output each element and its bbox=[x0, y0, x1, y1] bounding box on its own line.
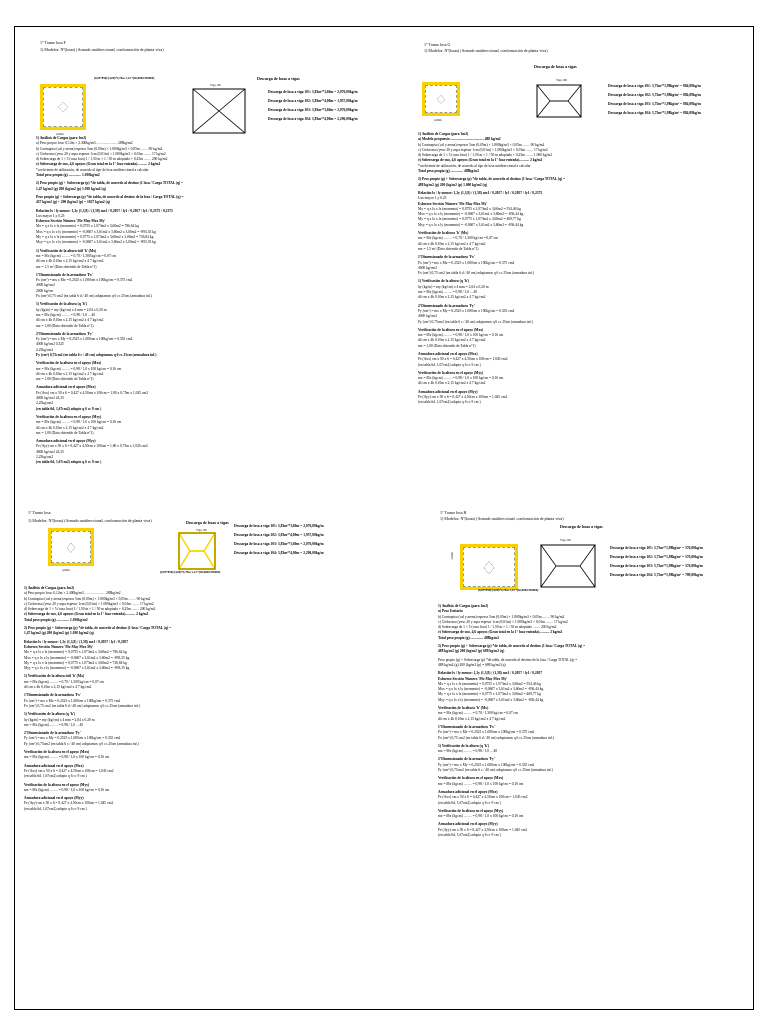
tributary-area-diagram bbox=[192, 88, 246, 134]
calc-line: Armadura adicional en el apoyo (Mxx) bbox=[438, 789, 498, 794]
descarga-title: Descarga de losas a vigas bbox=[560, 524, 603, 529]
calc-line: Armadura adicional en el apoyo (Myy) bbox=[418, 389, 478, 394]
calc-line: 2°Dimensionado de la armadura 'Fy' bbox=[36, 331, 93, 336]
calc-line: 1) Análisis de Cargas (para 1m2) bbox=[438, 604, 489, 608]
calc-line: d) Sobrecarga de 1 × 5 (casa losa) 1 / 1,50 m × 1 / 50 m adoptado ........ 200 kg/m2 bbox=[438, 625, 557, 630]
calc-line: Fy (cm²) = mx x My = 0,2525 x 1,000cm x 100kg/cm = 0,335 cm2 bbox=[438, 762, 535, 767]
calc-line: mx = Mx (kgcm) ......... = 0,98 / 1,0 x 100 kg/cm = 0,16 cm bbox=[24, 755, 110, 760]
calc-line: Fy (cm²) = mx x My = 0,2525 x 1,000cm x 100kg/cm = 0,335 cm2 bbox=[418, 308, 515, 313]
slab-side: 3,60m bbox=[450, 552, 454, 560]
slab-formula: (0,05*850)/(4,00)*2,70m 1,14 *(40,0000/350000) bbox=[94, 76, 155, 80]
calc-line: 2°Dimensionado de la armadura 'Fy' bbox=[24, 731, 81, 736]
calc-line: a) Peso propio losa: 0,12m × 2.400kg/m3 ....................... 288kg/m2 bbox=[36, 141, 133, 146]
calc-line: Myy = q x lx x ly (momento) = -0,0607 x 3,61m2 x 3,60m2 = -836,44 kg bbox=[438, 697, 544, 702]
calc-line: Esfuerzo Sección Número 'Mx May Mxx My' bbox=[418, 201, 488, 206]
calc-line: Fe (Ayy) cm x 50 x 6 = 0,427 x 4,50cm x 100cm = 1,045 cm2 bbox=[24, 801, 114, 806]
descargas-list bbox=[234, 522, 324, 558]
calc-line: Verificación de la altura en el apoyo (Mxx) bbox=[418, 327, 484, 332]
calc-line: mx = Mx (kgcm) ......... = 0,98 / 1,0 x 100 kg/cm = 0,16 cm bbox=[438, 781, 524, 786]
viga-label: Viga 106 bbox=[556, 78, 567, 82]
svg-text:+: + bbox=[60, 105, 62, 109]
sheet-subtitle: 1) Modelos: Nº(losas) (Armado unidireccional, conformación de planta viva) bbox=[28, 518, 152, 523]
descarga-item: Descarga de losa a viga 101: 3,83m²*3,60m = 2,076,00kg/m bbox=[268, 90, 358, 94]
calc-line: e) Sobrecarga de uso, 4,6 apoyos (Gran total en la 1° losa-entrada)........... 2 kg/m2 bbox=[418, 158, 543, 163]
calc-body bbox=[24, 586, 380, 812]
calc-line: 1) Verificación de la altura (q 'h') bbox=[418, 279, 469, 284]
calc-line: Verificación de la altura en el apoyo (Mxx) bbox=[24, 750, 90, 755]
sheet-title: 1° Tramo losa G bbox=[424, 42, 451, 47]
calc-line: (en tabla 6d, 1,67cm2) adopto q 6 cc 9 cm ) bbox=[418, 362, 481, 367]
calc-line: a) Peso propio losa: 0,12m × 2.400kg/m3 ....................... 288kg/m2 bbox=[24, 591, 121, 596]
sheet-subtitle: 1) Modelos: Nº(losas) (Armado unidireccional, conformación de planta viva) bbox=[424, 48, 548, 53]
calc-line: mx = Mx (kgcm) ......... = 0,98 / 1,0 ... 40 bbox=[36, 312, 96, 317]
calc-line: 2,25kg/cm2 bbox=[36, 347, 54, 352]
tributary-area-diagram bbox=[178, 532, 216, 570]
calc-line: d4 cm x 4b 0,10m x 2,15 kg/cm2 x 4 7 kg/cm2 bbox=[36, 425, 104, 430]
calc-line: Mxx = q x lx x ly (momento) = -0,0607 x 3,61m2 x 3,60m2 x 3,00m2 = -893,35 kg bbox=[36, 229, 156, 234]
calc-line: 2) Peso propio (g) + Sobrecarga (p) *de tabla, de acuerdo al destino (1 losa / Carga TOTAL (q) = bbox=[418, 177, 566, 182]
calc-line: 2) Peso propio (g) + Sobrecarga (p) *de tabla, de acuerdo al destino (1 losa / Carga TOTAL (q) = bbox=[24, 626, 172, 631]
calc-line: mx = 1,00 (Dato obtenido de Tabla n°1) bbox=[36, 323, 94, 328]
descarga-item: Descarga de losa a viga 101: 3,83m²*3,60m = 2,076,00kg/m bbox=[234, 524, 324, 528]
calc-line: Fx (cm²) = mx x Mx = 0,2525 x 1,000cm x 100kg/cm = 0,375 cm2 bbox=[24, 698, 121, 703]
calc-line: 2,25kg/cm2 bbox=[36, 401, 54, 406]
calc-line: Relación lx / ly menor: 1,2y (1,3,8) / (1,58) mx1 / 0,2057 / ly1 / 0,2057 / ly1 / 0,2375 / 0,2375 bbox=[36, 208, 173, 213]
calc-line: mx = Mx (kgcm) ......... = 0,98 / 1,0 x 100 kg/cm = 0,16 cm bbox=[418, 333, 504, 338]
calc-line: 1) Análisis de Cargas (para 1m2) bbox=[36, 136, 87, 140]
calc-line: (en tabla 6d, 1,67cm2) adopto q 6 cc 9 cm ) bbox=[418, 400, 481, 405]
calc-line: d4 cm x 4b 0,10m x 2,15 kg/cm2 x 4 7 kg/cm2 bbox=[418, 338, 486, 343]
calc-line: d4 cm x 4b 0,10m x 2,15 kg/cm2 x 4 7 kg/cm2 bbox=[36, 371, 104, 376]
calc-line: Fx (cm²) 0,75 cm2 (en tabla 6 d / 40 cm) adoptamos q 6 cc 25cm (armadura inf.) bbox=[24, 703, 140, 708]
calc-line: 1) Análisis de Cargas (para 1m2) bbox=[418, 132, 469, 136]
calc-line: (en tabla 6d, 1,67cm2) adopto q 6 cc 9 cm ) bbox=[24, 774, 87, 779]
slab-width: 4,00m bbox=[56, 132, 64, 136]
calc-line: Fx (cm²) 0,75 cm2 (en tabla 6 d / 40 cm) adoptamos q 6 cc 25cm (armadura inf.) bbox=[418, 271, 534, 276]
calc-line: 1°Dimensionado de la armadura 'Fx' bbox=[36, 272, 93, 277]
calc-line: mx = 1,00 (Dato obtenido de Tabla n°1) bbox=[36, 377, 94, 382]
calc-line: 4000 kg/cm2 0,325 bbox=[36, 342, 64, 347]
viga-label: Viga 105 bbox=[210, 83, 221, 87]
calc-line: Lux mayor 1,y 0,25 bbox=[418, 196, 447, 201]
calc-line: Mxx = q x lx x ly (momento) = -0,0607 x 3,61m2 x 3,60m2 = -893,35 kg bbox=[24, 655, 130, 660]
calc-line: 488 kg/m2 (g) 200 (kg/m2 (p) 1.000 kg/m2 (q) bbox=[418, 182, 487, 187]
calc-line: 4000 kg/cm2 bbox=[418, 314, 437, 319]
calc-line: Armadura adicional en el apoyo (Myy) bbox=[438, 822, 498, 827]
calc-line: 1°Dimensionado de la armadura 'Fx' bbox=[438, 724, 495, 729]
calc-line: mx = Mx (kgcm) ......... = 0,98 / 1,0 x 100 kg/cm = 0,16 cm bbox=[438, 814, 524, 819]
calc-line: mx = 1,5 m² (Dato obtenido de Tabla n°1) bbox=[418, 246, 479, 251]
calc-line: Fx (cm²) = mx x Mx = 0,2525 x 1,000cm x 100kg/cm = 0,375 cm2 bbox=[36, 278, 133, 283]
descarga-title: Descarga de losas a vigas bbox=[534, 64, 577, 69]
tributary-area-diagram bbox=[536, 84, 582, 118]
calc-line: *coeficiente de utilización, de acuerdo al tipo de losa unidireccional a calcular bbox=[418, 163, 531, 168]
calc-line: 437 kg/m2 (g) + 200 (kg/m2 (p) = 1027 kg/m2 (q) bbox=[36, 200, 110, 205]
calc-sheet-losa bbox=[20, 508, 380, 968]
calc-line: Verificación de la altura en el apoyo (Myy) bbox=[438, 808, 504, 813]
viga-label: Viga 105 bbox=[196, 528, 207, 532]
calc-line: 2000 kg/cm bbox=[36, 288, 54, 293]
calc-line: e) Sobrecarga de uso, 4,6 apoyos (Gran total en la 1° losa-entrada)........... 2 kg/m2 bbox=[24, 612, 149, 617]
calc-line: b) Contrapiso (cal y arena) espesor 5cm (0,05m) × 1.800kg/m3 × 0,05m ........ 90 kg/m2 bbox=[418, 142, 545, 147]
calc-line: Armadura adicional en el apoyo (Myy) bbox=[24, 796, 84, 801]
calc-line: Total peso propio (g) .............. 488kg/m2 bbox=[418, 169, 480, 174]
descarga-item: Descarga de losa a viga 102: 3,83m²*4,00m = 1,957,00kg/m bbox=[234, 533, 324, 537]
descarga-item: Descarga de losa a viga 101: 3,75m²*1,98kg/m² = 576,00kg/m bbox=[610, 546, 703, 550]
calc-line: Fx (cm²) 0,75 cm2 (en tabla 6 d / 40 cm) adoptamos q 6 cc 25cm (armadura inf.) bbox=[36, 294, 152, 299]
calc-line: c) Cielorraso (yeso 20 y aspa espesor 1cm (0,01m) × 1.000kg/m3 × 0,01m ........ 17 kg/m2 bbox=[24, 601, 154, 606]
calc-line: My = q x lx x lx (momento) = 0,0775 x 1,073m2 x 3,60m2 = 469,77 kg bbox=[418, 217, 521, 222]
calc-line: Fe (Axx) cm x 50 x 6 = 0,427 x 4,50cm x 100cm = 1,045 cm2 bbox=[24, 768, 114, 773]
calc-line: c) Cielorraso (yeso 20 y aspa espesor 1cm (0,01m) × 1.000kg/m3 × 0,01m ........ 17 kg/m2 bbox=[438, 619, 568, 624]
calc-line: mx = 1,5 m² (Dato obtenido de Tabla n°1) bbox=[36, 264, 97, 269]
calc-line: 1) Verificación de la altura (q 'h') bbox=[24, 712, 75, 717]
calc-line: d4 cm x 4b 0,10m x 2,15 kg/cm2 x 4 7 kg/cm2 bbox=[418, 295, 486, 300]
slab-formula: (0,05*850)/(4,00)*2,70m 1,14 *(40,0000/350000) bbox=[160, 570, 221, 574]
calc-line: 1) Verificación de la altura (q 'h') bbox=[36, 302, 87, 307]
calc-line: d) Sobrecarga de 1 × 5 (casa losa) 1 / 1,50 m × 1 / 50 m adoptado + 0,25m ........ 200 kg/m2 bbox=[36, 157, 168, 162]
slab-plan bbox=[422, 82, 460, 116]
calc-line: (en tabla 6d, 1,67cm2) adopto q 6 cc 9 cm ) bbox=[36, 406, 102, 411]
calc-line: (en tabla 6d, 1,67cm2) adopto q 6 cc 9 cm ) bbox=[24, 806, 87, 811]
calc-line: My = q x lx x lx (momento) = 0,0775 x 1,073m2 x 3,60m2 x 3,00m2 = 736,84 kg bbox=[36, 235, 154, 240]
calc-line: Armadura adicional en el apoyo (Myy) bbox=[36, 439, 96, 444]
calc-line: 2) Peso propio (g) + Sobrecarga (p) *de tabla, de acuerdo al destino (1 losa / Carga TOTAL (q) = bbox=[36, 181, 184, 186]
sheet-subtitle: 1) Modelos: Nº(losas) (Armado unidireccional, conformación de planta viva) bbox=[40, 47, 164, 52]
calc-line: Fe (Axx) cm x 50 x 6 = 0,427 x 4,50cm x 100cm = 1,80 x 0,75m x 1,045 cm2 bbox=[36, 390, 149, 395]
sheet-title: 1° Tramo losa H bbox=[440, 510, 467, 515]
calc-line: Myy = q x lx x ly (momento) = -0,0607 x 3,61m2 x 3,60m2 x 3,00m2 = -893,35 kg bbox=[36, 240, 156, 245]
calc-line: Fe (Axx) cm x 50 x 6 = 0,427 x 4,50cm x 100cm = 1,045 cm2 bbox=[438, 795, 528, 800]
calc-line: Verificación de la altura en el apoyo (Myy) bbox=[418, 370, 484, 375]
calc-line: Fe (Ayy) cm x 50 x 6 = 0,427 x 4,50cm x 100cm = 1,045 cm2 bbox=[418, 395, 508, 400]
calc-line: *coeficiente de utilización, de acuerdo al tipo de losa unidireccional a calcular bbox=[36, 167, 149, 172]
calc-line: b) Contrapiso (cal y arena) espesor 5cm (0,05m) × 1.800kg/m3 × 0,05m ........ 90 kg/m2 bbox=[24, 596, 151, 601]
calc-line: d4 cm x 4b 0,10m x 2,15 kg/cm2 x 4 7 kg/cm2 bbox=[438, 716, 506, 721]
calc-line: Esfuerzo Sección Número 'Mx May Mxx My' bbox=[24, 644, 94, 649]
slab-plan bbox=[48, 528, 94, 566]
calc-body bbox=[418, 132, 768, 406]
calc-line: Mx = q x lx x lx (momento) = 0,0755 x 1,073m2 x 3,60m2 = 786,64 kg bbox=[24, 650, 127, 655]
calc-line: mx = Mx (kgcm) ......... = 0,98 / 1,0 ... 40 bbox=[418, 290, 478, 295]
calc-line: Armadura adicional en el apoyo (Mxx) bbox=[418, 351, 478, 356]
calc-line: mx = Mx (kgcm) ......... = 0,98 / 1,0 x 100 kg/cm = 0,16 cm bbox=[36, 420, 122, 425]
calc-line: e) Sobrecarga de uso, 4,6 apoyos (Gran total en la 1° losa-entrada)........... 2 kg/m2 bbox=[438, 630, 563, 635]
slab-plan bbox=[460, 544, 518, 590]
calc-line: a) Modelo propuesto ..................................... 488 kg/m2 bbox=[418, 137, 501, 142]
calc-line: 4000 kg/cm2 24,35 bbox=[36, 396, 64, 401]
calc-line: Mxx = q x lx x ly (momento) = -0,0607 x 3,61m2 x 3,60m2 = -836,44 kg bbox=[418, 212, 524, 217]
calc-line: 1,47 kg/m2 (g) 200 (kg/m2 (p) 1.030 kg/m2 (q) bbox=[36, 186, 106, 191]
calc-line: 4000 kg/cm2 bbox=[418, 265, 437, 270]
descarga-item: Descarga de losa a viga 104: 3,83m²*4,00m = 2,296,00kg/m bbox=[234, 551, 324, 555]
descarga-item: Descarga de losa a viga 102: 3,75m²*1,98kg/m² = 576,00kg/m bbox=[610, 555, 703, 559]
calc-line: Relación lx / ly menor: 1,2y (1,3,8) / (1,58) mx1 / 0,2057 / ly1 / 0,2057 bbox=[24, 639, 129, 644]
calc-line: mx = 1,00 (Dato obtenido de Tabla n°1) bbox=[418, 343, 476, 348]
descarga-item: Descarga de losa a viga 103: 3,83m²*3,60m = 2,076,00kg/m bbox=[234, 542, 324, 546]
calc-line: 2°Dimensionado de la armadura 'Fy' bbox=[418, 303, 475, 308]
calc-line: (en tabla 6d, 1,67cm2) adopto q 6 cc 9 cm ) bbox=[438, 832, 501, 837]
calc-line: Fe (Ayy) cm x 50 x 6 = 0,427 x 4,50cm x 100cm = 1,80 x 0,75m x 1,045 cm2 bbox=[36, 444, 148, 449]
calc-line: Verificación de la altura en el apoyo (Mxx) bbox=[438, 776, 504, 781]
calc-line: mx = Mx (kgcm) ......... = 0,98 / 1,0 x 100 kg/cm = 0,16 cm bbox=[418, 376, 504, 381]
calc-line: 488 kg/m2 (g) 200 (kg/m2 (p) = 688 kg/m2 (q) bbox=[438, 662, 506, 667]
calc-line: Fe (Axx) cm x 50 x 6 = 0,427 x 4,50cm x 100cm = 1,045 cm2 bbox=[418, 357, 508, 362]
calc-line: Fy (cm²) 0,75cm2 (en tabla 6 c / 40 cm) adoptamos q 6 cc 25cm (armadura inf.) bbox=[418, 319, 533, 324]
calc-line: Peso propio (g) + Sobrecarga (p) *de tabla, de acuerdo al destino de la losa / Carga TOTAL (q) = bbox=[36, 194, 184, 199]
calc-line: Fe (Ayy) cm x 50 x 6 = 0,427 x 4,50cm x 100cm = 1,045 cm2 bbox=[438, 827, 528, 832]
calc-line: My = q x lx x lx (momento) = 0,0775 x 1,073m2 x 3,60m2 = 736,84 kg bbox=[24, 660, 127, 665]
calc-line: Mx = q x lx x lx (momento) = 0,0755 x 1,073m2 x 3,60m2 = 554,46 kg bbox=[418, 206, 521, 211]
calc-line: d4 cm x 4b 0,10m x 2,15 kg/cm2 x 4 7 kg/cm2 bbox=[418, 241, 486, 246]
slab-formula: (0,05*850)/(4,00)*2,70m 1,14 *(40,0000/350000) bbox=[478, 588, 539, 592]
calc-line: mx = Mx (kgcm) ......... = 0,70 / 1,300 kg/cm = 0,07 cm bbox=[418, 236, 498, 241]
calc-line: Verificación de la altura en el apoyo (Mxx) bbox=[36, 361, 102, 366]
viga-label: Viga 105 bbox=[560, 538, 571, 542]
calc-line: Fy (cm²) = mx x My = 0,2525 x 1,000cm x 100kg/cm = 0,335 cm2 bbox=[36, 337, 133, 342]
calc-line: d) Sobrecarga de 1 × 5 (casa losa) 1 / 1,50 m × 1 / 50 m adoptado + 0,25m ........ 200 kg/m2 bbox=[24, 607, 156, 612]
slab-width: 4,00m bbox=[62, 568, 70, 572]
descarga-title: Descarga de losas a vigas bbox=[186, 520, 229, 525]
calc-line: Fx (cm²) = mx x Mx = 0,2525 x 1,000cm x 100kg/cm = 0,375 cm2 bbox=[438, 730, 535, 735]
descarga-item: Descarga de losa a viga 101: 3,75m²*1,98kg/m² = 884,09kg/m bbox=[608, 84, 701, 88]
calc-line: Peso propio (g) + Sobrecarga (p) *de tabla, de acuerdo al destino de la losa / Carga TOTAL (q) = bbox=[438, 657, 578, 662]
calc-line: 1°Dimensionado de la armadura 'Fx' bbox=[24, 693, 81, 698]
calc-line: Fx (cm²) 0,75 cm2 (en tabla 6 d / 40 cm) adoptamos q 6 cc 25cm (armadura inf.) bbox=[438, 735, 554, 740]
calc-line: d4 cm x 4b 0,10m x 2,15 kg/cm2 x 4 7 kg/cm2 bbox=[36, 318, 104, 323]
calc-line: mx = Mx (kgcm) ......... = 0,70 / 1,300 kg/cm = 0,07 cm bbox=[36, 253, 116, 258]
calc-line: Fy (cm²) 0,75cm2 (en tabla 6 c / 40 cm) adoptamos q 6 cc 25cm (armadura inf.) bbox=[438, 768, 553, 773]
calc-line: mx = Mx (kgcm) ......... = 0,98 / 1,0 x 100 kg/cm = 0,16 cm bbox=[36, 366, 122, 371]
calc-line: mx = 1,00 (Dato obtenido de Tabla n°1) bbox=[36, 430, 94, 435]
calc-line: 1) Verificación de la altura útil 'h' (Mx) bbox=[24, 674, 85, 679]
calc-line: mx = Mx (kgcm) ......... = 0,98 / 1,0 x 100 kg/cm = 0,16 cm bbox=[24, 787, 110, 792]
descarga-item: Descarga de losa a viga 103: 3,75m²*1,98kg/m² = 884,09kg/m bbox=[608, 102, 701, 106]
calc-line: Verificación de la altura en el apoyo (Myy) bbox=[36, 414, 102, 419]
calc-line: c) Cielorraso (yeso 20 y aspa espesor 1cm (0,01m) × 1.000kg/m3 × 0,01m ........ 17 kg/m2 bbox=[418, 147, 548, 152]
descarga-title: Descarga de losas a vigas bbox=[257, 76, 300, 81]
descarga-item: Descarga de losa a viga 104: 3,75m²*1,98kg/m² = 884,09kg/m bbox=[608, 111, 701, 115]
calc-line: Total peso propio (g) .............. 1.030kg/m2 bbox=[36, 173, 100, 178]
descarga-item: Descarga de losa a viga 102: 3,83m²*4,00m = 1,957,00kg/m bbox=[268, 99, 358, 103]
calc-line: d4 cm x 4b 0,10m x 2,15 kg/cm2 x 4 7 kg/cm2 bbox=[418, 381, 486, 386]
calc-line: 1,47 kg/m2 (g) 200 (kg/m2 (p) 1.030 kg/m2 (q) bbox=[24, 631, 94, 636]
descarga-item: Descarga de losa a viga 102: 3,75m²*1,98kg/m² = 884,09kg/m bbox=[608, 93, 701, 97]
calc-line: Esfuerzo Sección Número 'Mx May Mxx My' bbox=[438, 676, 508, 681]
calc-line: Mxx = q x lx x ly (momento) = -0,0607 x 3,61m2 x 3,60m2 = -836,44 kg bbox=[438, 687, 544, 692]
calc-line: a) Peso Unitario bbox=[438, 609, 463, 614]
calc-line: Verificación de la altura en el apoyo (Myy) bbox=[24, 782, 90, 787]
calc-line: 2°Dimensionado de la armadura 'Fy' bbox=[438, 757, 495, 762]
calc-sheet-losa-h bbox=[410, 508, 768, 968]
calc-line: Relación lx / ly menor: 1,2y (1,3,8) / (1,58) mx1 / 0,2057 / ly1 / 0,2057 bbox=[438, 671, 543, 676]
calc-line: 4000 kg/cm2 bbox=[36, 283, 55, 288]
calc-line: 488 kg/m2 (g) 200 (kg/m2 (p) 688 kg/m2 (q) bbox=[438, 649, 505, 654]
calc-line: mx = Mx (kgcm) ......... = 0,98 / 1,0 ... 40 bbox=[24, 722, 84, 727]
calc-line: Fy (cm²) 0,75cm2 (en tabla 6 c / 40 cm) adoptamos q 6 cc 25cm (armadura inf.) bbox=[36, 352, 157, 357]
calc-sheet-losa-g bbox=[410, 38, 768, 498]
calc-body bbox=[36, 136, 380, 466]
sheet-title: 1° Tramo losa F bbox=[40, 40, 66, 45]
calc-line: 2) Peso propio (g) + Sobrecarga (p) *de tabla, de acuerdo al destino (1 losa / Carga TOTAL (q) = bbox=[438, 644, 586, 649]
calc-line: Fy (cm²) 0,75cm2 (en tabla 6 c / 40 cm) adoptamos q 6 cc 25cm (armadura inf.) bbox=[24, 741, 139, 746]
slab-plan bbox=[40, 84, 86, 130]
calc-line: mx = Mx (kgcm) ......... = 0,98 / 1,0 ... 40 bbox=[438, 749, 498, 754]
calc-line: d4 cm x 4b 0,10m x 2,15 kg/cm2 x 4 7 kg/cm2 bbox=[36, 259, 104, 264]
calc-line: Total peso propio (g) .............. 488kg/m2 bbox=[438, 635, 500, 640]
descargas-list bbox=[608, 82, 701, 118]
calc-line: Fx (cm²) = mx x Mx = 0,2525 x 1,000cm x 100kg/cm = 0,375 cm2 bbox=[418, 260, 515, 265]
calc-line: hy (kg/m) = my (kg/cm) x 4 mm = 2,04 x 0,20 m bbox=[24, 717, 95, 722]
calc-line: 2,25kg/cm2 bbox=[36, 455, 54, 460]
calc-line: Fy (cm²) = mx x My = 0,2525 x 1,000cm x 100kg/cm = 0,335 cm2 bbox=[24, 736, 121, 741]
calc-line: Myy = q x lx x ly (momento) = -0,0607 x 3,61m2 x 3,60m2 = -893,35 kg bbox=[24, 666, 130, 671]
calc-line: Total peso propio (g) .............. 1.030kg/m2 bbox=[24, 617, 88, 622]
calc-line: Armadura adicional en el apoyo (Mxx) bbox=[36, 385, 96, 390]
calc-line: 1) Verificación de la altura (q 'h') bbox=[438, 743, 489, 748]
calc-line: Myy = q x lx x ly (momento) = -0,0607 x 3,61m2 x 3,60m2 = -836,44 kg bbox=[418, 222, 524, 227]
descargas-list bbox=[268, 88, 358, 124]
calc-line: My = q x lx x lx (momento) = 0,0775 x 1,073m2 x 3,60m2 = 469,77 kg bbox=[438, 692, 541, 697]
calc-line: Mx = q x lx x lx (momento) = 0,0755 x 1,073m2 x 3,60m2 = 786,64 kg bbox=[36, 224, 139, 229]
slab-width: 4,00m bbox=[434, 118, 442, 122]
sheet-subtitle: 1) Modelos: Nº(losas) (Armado unidireccional, conformación de planta viva) bbox=[440, 516, 564, 521]
sheet-title: 1° Tramo losa bbox=[28, 510, 51, 515]
calc-line: e) Sobrecarga de uso, 4,6 apoyos (Gran total en la 1° losa-entrada)........... 2 kg/m2 bbox=[36, 162, 161, 167]
tributary-area-diagram bbox=[540, 544, 596, 588]
calc-line: mx = Mx (kgcm) ......... = 0,70 / 1,300 kg/cm = 0,07 cm bbox=[24, 679, 104, 684]
calc-line: Mx = q x lx x lx (momento) = 0,0755 x 1,073m2 x 3,60m2 = 554,46 kg bbox=[438, 681, 541, 686]
calc-line: d) Sobrecarga de 1 × 5 (casa losa) 1 / 1,50 m × 1 / 50 m adoptado + 0,25m ........ 1.000 kg/m2 bbox=[418, 153, 553, 158]
calc-line: Esfuerzo Sección Número 'Mx May Mxx My' bbox=[36, 219, 106, 224]
descargas-list bbox=[610, 544, 703, 580]
calc-sheet-losa-f bbox=[20, 38, 380, 498]
calc-line: hy (kg/m) = my (kg/cm) x 4 mm = 2,04 x 0,20 m bbox=[36, 307, 107, 312]
descarga-item: Descarga de losa a viga 103: 3,83m²*3,60m = 2,076,00kg/m bbox=[268, 108, 358, 112]
calc-line: d4 cm x 4b 0,10m x 2,15 kg/cm2 x 4 7 kg/cm2 bbox=[24, 685, 92, 690]
calc-line: Relación lx / ly menor: 1,2y (1,3,8) / (1,58) mx1 / 0,2057 / ly1 / 0,2057 / ly1 / 0,2375 bbox=[418, 190, 543, 195]
calc-line: c) Cielorraso (yeso 20 y aspa espesor 1cm (0,01m) × 1.000kg/m3 × 0,01m ........ 17 kg/m2 bbox=[36, 151, 166, 156]
calc-line: Lux mayor 1,y 0,25 bbox=[36, 213, 65, 218]
descarga-item: Descarga de losa a viga 103: 3,75m²*1,98kg/m² = 576,00kg/m bbox=[610, 564, 703, 568]
calc-line: Armadura adicional en el apoyo (Mxx) bbox=[24, 763, 84, 768]
calc-line: Verificación de la altura 'h' (Mx) bbox=[418, 231, 469, 236]
calc-line: 1) Análisis de Cargas (para 1m2) bbox=[24, 586, 75, 590]
calc-line: hy (kg/m) = my (kg/cm) x 4 mm = 2,04 x 0,20 m bbox=[418, 284, 489, 289]
calc-line: 1°Dimensionado de la armadura 'Fx' bbox=[418, 255, 475, 260]
calc-line: b) Contrapiso (cal y arena) espesor 5cm (0,05m) × 1.800kg/m3 × 0,05m ........ 90 kg/m2 bbox=[36, 146, 163, 151]
descarga-item: Descarga de losa a viga 104: 3,83m²*4,00m = 2,296,00kg/m bbox=[268, 117, 358, 121]
calc-line: 1) Verificación de la altura útil 'h' (Mx) bbox=[36, 248, 97, 253]
descarga-item: Descarga de losa a viga 104: 3,75m²*1,98kg/m² = 789,00kg/m bbox=[610, 573, 703, 577]
calc-line: (en tabla 6d, 1,67cm2) adopto q 6 cc 9 cm ) bbox=[36, 460, 102, 465]
calc-line: b) Contrapiso (cal y arena) espesor 5cm (0,05m) × 1.800kg/m3 × 0,05m ........ 90 kg/m2 bbox=[438, 614, 565, 619]
calc-line: mx = Mx (kgcm) ......... = 0,70 / 1,300 kg/cm = 0,07 cm bbox=[438, 711, 518, 716]
calc-line: (en tabla 6d, 1,67cm2) adopto q 6 cc 9 cm ) bbox=[438, 800, 501, 805]
calc-line: Verificación de la altura 'h' (Mx) bbox=[438, 706, 489, 711]
calc-body bbox=[438, 604, 768, 838]
calc-line: 4000 kg/cm2 24,35 bbox=[36, 449, 64, 454]
